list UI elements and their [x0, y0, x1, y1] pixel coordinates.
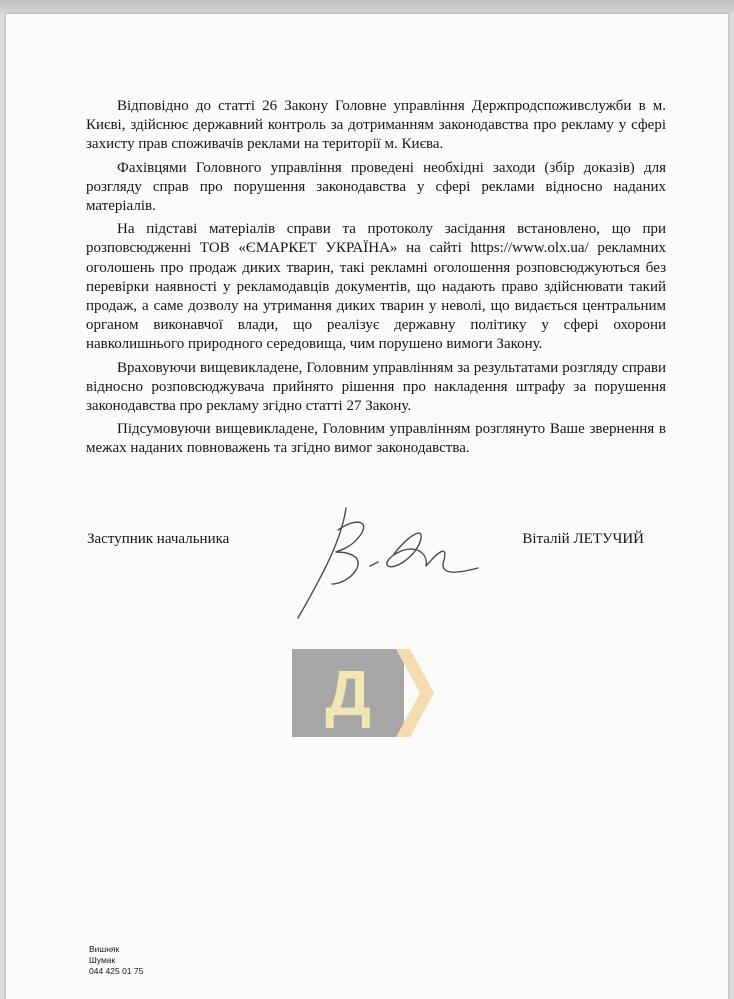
footer-contacts: [89, 944, 143, 977]
watermark-logo: [292, 649, 442, 737]
scan-top-edge: [0, 0, 734, 14]
paragraph-decision: Враховуючи вищевикладене, Головним управлінням за результатами розгляду справи відносно розповсюджувача прийнято рішення про накладення штрафу за порушення законодавства про рекламу згідно статті 27 Закону.: [86, 359, 666, 415]
handwritten-signature: [288, 496, 488, 626]
paragraph-findings: На підставі матеріалів справи та протоколу засідання встановлено, що при розповсюдженні ТОВ «ЄМАРКЕТ УКРАЇНА» на сайті https://www.olx.ua/ рекламних оголошень про продаж диких тварин, такі рекламні оголошення розповсюджуються без перевірки наявності у рекламодавців документів, що надають право здійснювати такий продаж, а саме дозволу на утримання диких тварин у неволі, що видається центральним органом виконавчої влади, що реалізує державну політику у сфері охорони навколишнього природного середовища, чим порушено вимоги Закону.: [86, 221, 666, 353]
chevron-right-icon: [396, 649, 436, 737]
footer-line: Вишняк: [89, 944, 120, 954]
paragraph-conclusion: Підсумовуючи вищевикладене, Головним управлінням розглянуто Ваше звернення в межах наданих повноважень та згідно вимог законодавства.: [86, 421, 666, 457]
signer-title: Заступник начальника: [87, 531, 230, 547]
watermark-box: [292, 649, 404, 737]
signer-name: Віталій ЛЕТУЧИЙ: [522, 531, 644, 547]
paragraph-evidence: Фахівцями Головного управління проведені необхідні заходи (збір доказів) для розгляду справ про порушення законодавства у сфері реклами відносно наданих матеріалів.: [86, 159, 666, 215]
paragraph-legal-basis: Відповідно до статті 26 Закону Головне управління Держпродспоживслужби в м. Києві, здійснює державний контроль за дотриманням законодавства про рекламу у сфері захисту прав споживачів реклами на території м. Києва.: [86, 98, 666, 153]
letter-body: [86, 97, 666, 463]
footer-line: Шумак: [89, 955, 116, 965]
footer-phone: 044 425 01 75: [89, 966, 144, 976]
watermark-letter: Д: [325, 657, 371, 729]
